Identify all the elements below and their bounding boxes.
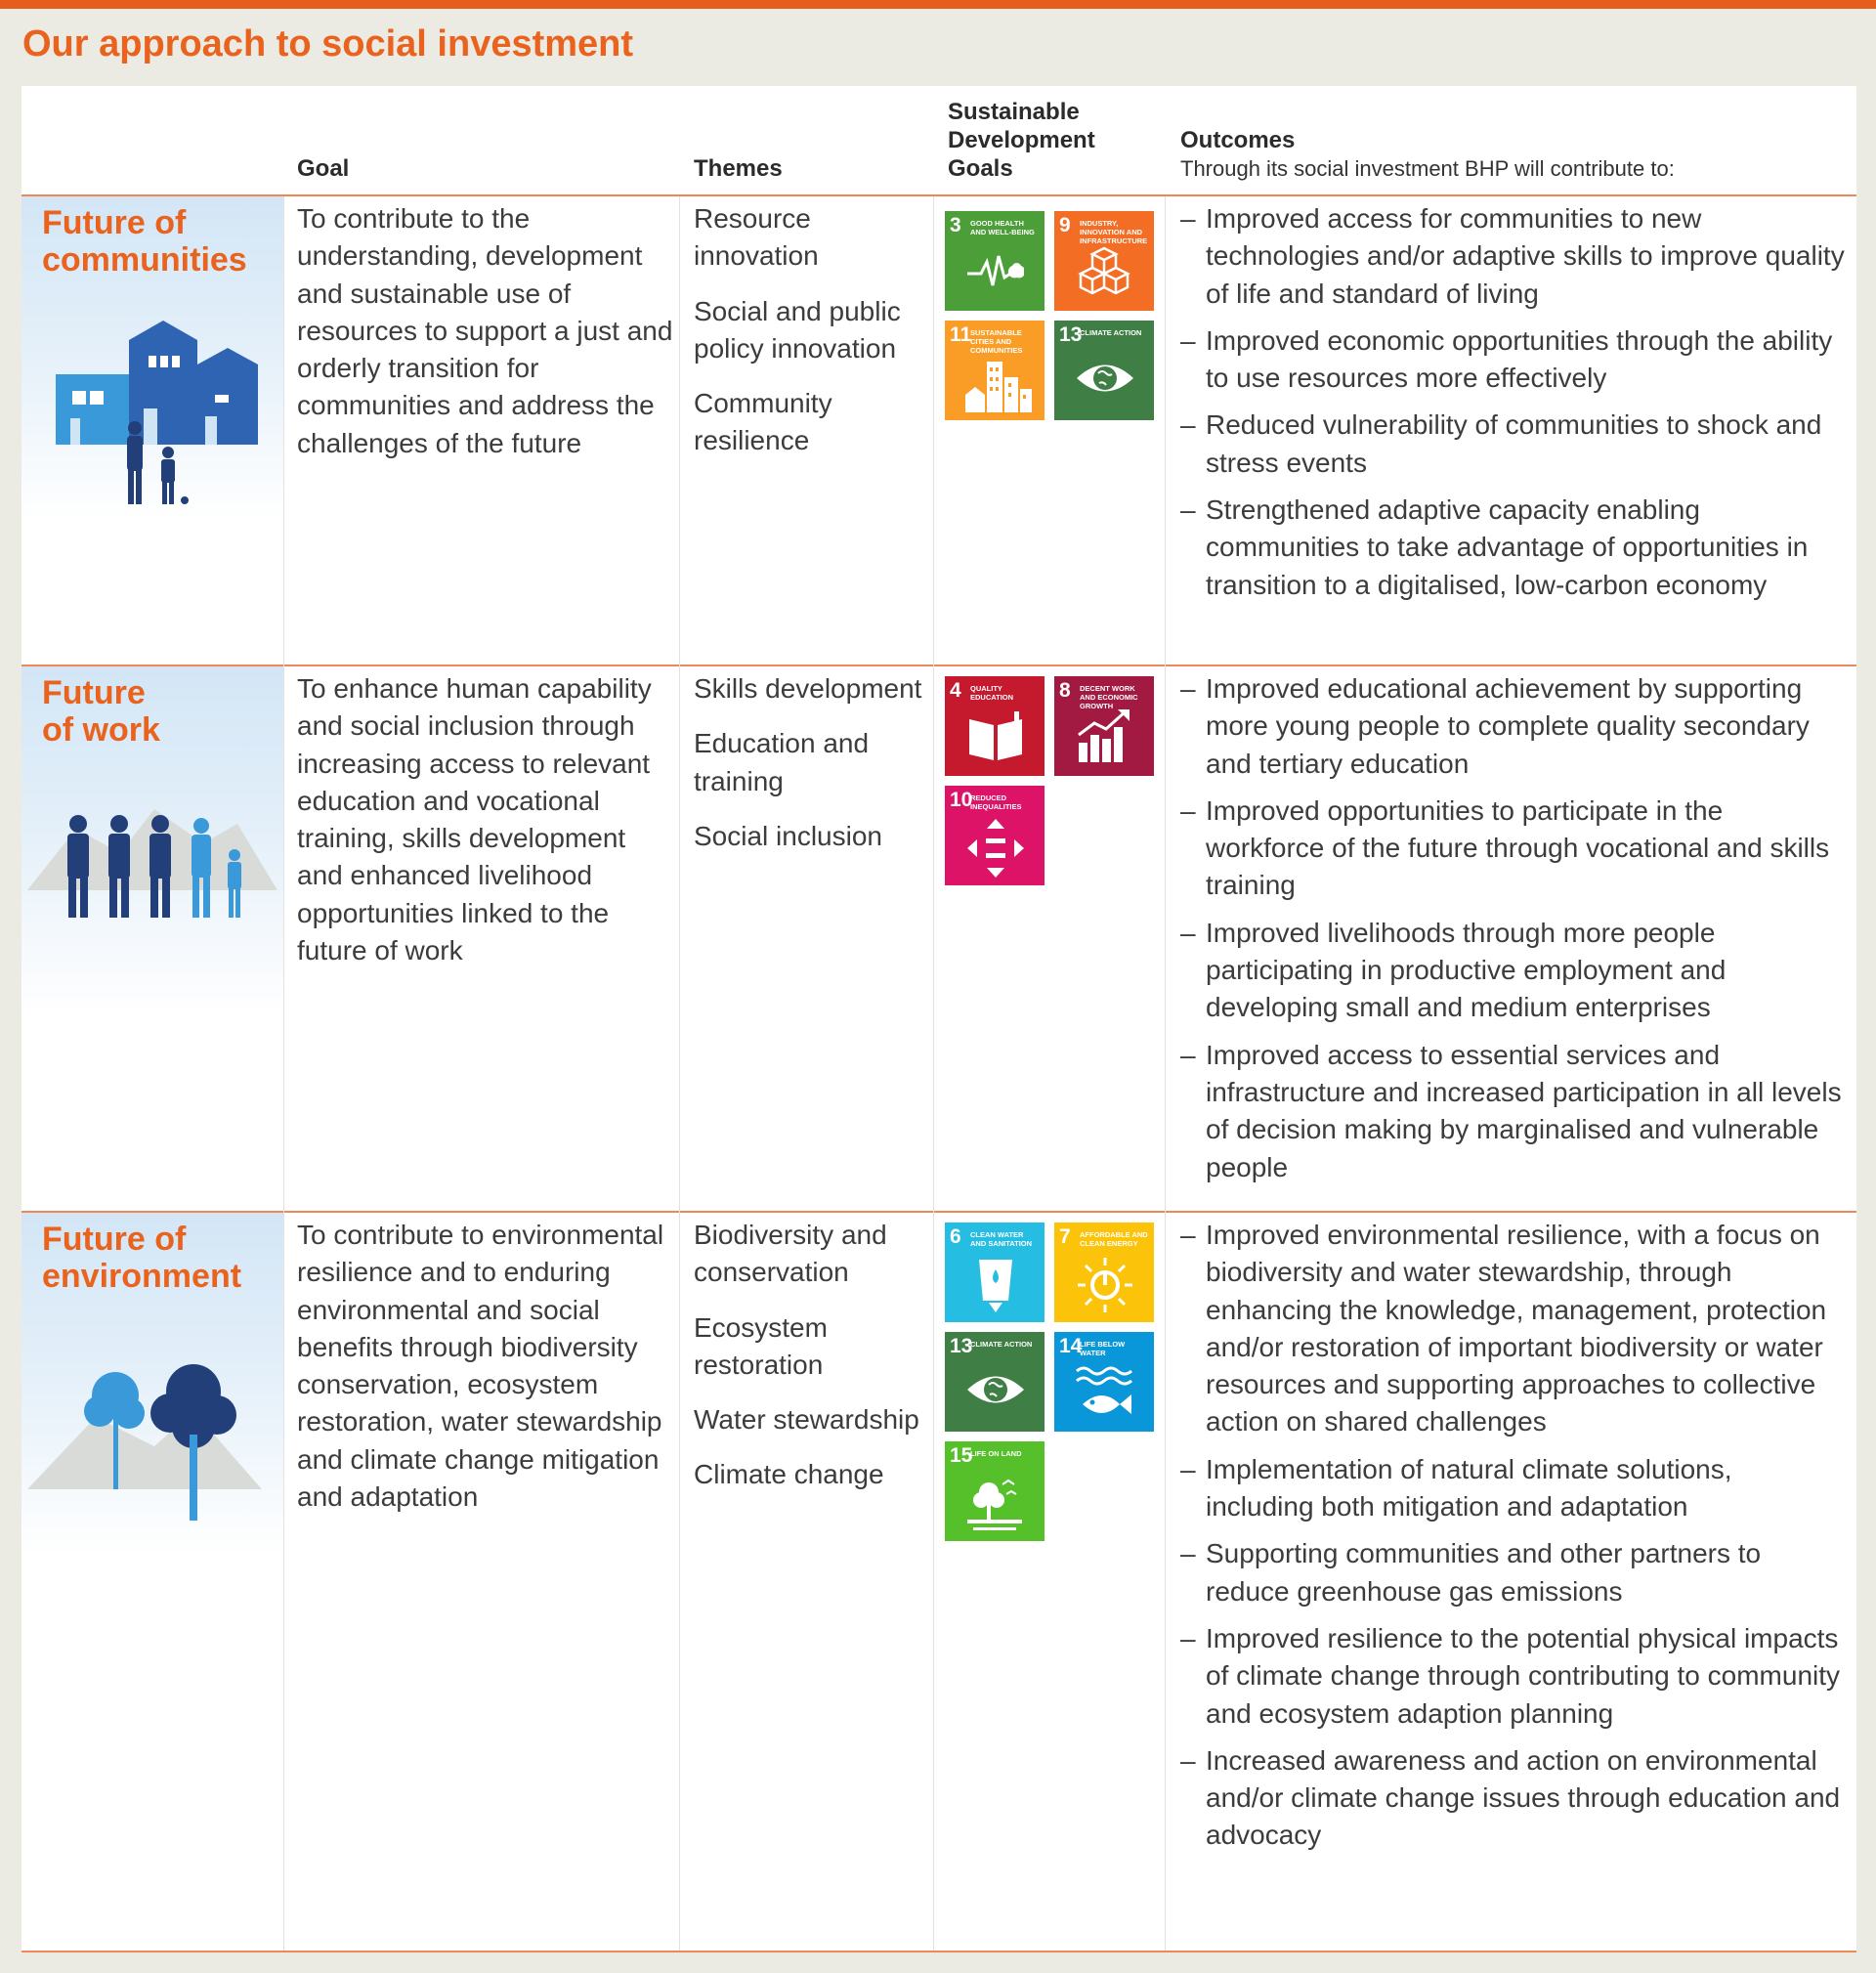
row-divider (21, 665, 1856, 666)
outcome-item: – Reduced vulnerability of communities to shock and stress events (1180, 409, 1822, 478)
sdg-15-tile: 15 LIFE ON LAND (945, 1441, 1045, 1541)
goal-text: To contribute to environmental resilience and to enduring environmental and social benefits through biodiversity conservation, ecosystem restoration, water stewardship and climate change mitigation and adaptation (297, 1220, 664, 1513)
theme-item: Biodiversity and conservation (694, 1220, 887, 1288)
outcome-item: – Supporting communities and other partners to reduce greenhouse gas emissions (1180, 1538, 1762, 1607)
outcome-item: – Implementation of natural climate solutions, including both mitigation and adaptation (1180, 1453, 1732, 1523)
equality-icon (965, 819, 1026, 878)
outcome-item: – Increased awareness and action on environmental and/or climate change issues through education and advocacy (1180, 1744, 1841, 1851)
theme-item: Community resilience (694, 388, 832, 456)
theme-item: Resource innovation (694, 203, 819, 272)
investment-table (21, 86, 1856, 1952)
themes-list (694, 1217, 928, 1512)
eye-globe-icon (1075, 354, 1135, 403)
outcome-item: – Improved livelihoods through more people participating in productive employment and developing small and medium enterprises (1180, 917, 1727, 1023)
workers-group-icon (27, 804, 283, 931)
sdg-9-tile: 9 INDUSTRY, INNOVATION AND INFRASTRUCTURE (1054, 211, 1154, 311)
water-glass-icon (965, 1256, 1026, 1314)
themes-list (694, 670, 928, 873)
sdg-10-tile: 10 REDUCED INEQUALITIES (945, 786, 1045, 885)
theme-item: Water stewardship (694, 1404, 919, 1436)
community-buildings-icon (51, 321, 285, 516)
header-themes: Themes (694, 155, 783, 182)
outcome-item: – Improved opportunities to participate in the workforce of the future through vocational and skills training (1180, 794, 1830, 901)
outcome-item: – Improved economic opportunities through the ability to use resources more effectively (1180, 324, 1833, 394)
top-accent-bar (0, 0, 1876, 9)
category-title-work: Future of work (42, 674, 160, 749)
growth-chart-icon (1075, 709, 1135, 764)
sdg-11-tile: 11 SUSTAINABLE CITIES AND COMMUNITIES (945, 321, 1045, 420)
sdg-14-tile: 14 LIFE BELOW WATER (1054, 1332, 1154, 1432)
cubes-icon (1075, 244, 1133, 303)
header-sdg: Sustainable Development Goals (948, 99, 1095, 182)
heartbeat-icon (965, 244, 1024, 293)
theme-item: Skills development (694, 673, 922, 704)
column-divider (679, 196, 680, 1951)
sdg-6-tile: 6 CLEAN WATER AND SANITATION (945, 1222, 1045, 1322)
eye-globe-icon (965, 1365, 1026, 1414)
outcomes-list (1180, 670, 1845, 1196)
theme-item: Climate change (694, 1459, 884, 1490)
row-divider (21, 1211, 1856, 1213)
theme-item: Social and public policy innovation (694, 295, 901, 364)
tree-icon (965, 1475, 1026, 1533)
column-divider (933, 196, 934, 1951)
city-icon (965, 354, 1034, 412)
outcomes-list (1180, 1217, 1845, 1865)
column-divider (1165, 196, 1166, 1951)
header-outcomes: Outcomes Through its social investment BHP will contribute to: (1180, 127, 1675, 181)
sdg-8-tile: 8 DECENT WORK AND ECONOMIC GROWTH (1054, 676, 1154, 776)
outcome-item: – Improved access to essential services and infrastructure and increased participation in all levels of decision making by marginalised and vulnerable people (1180, 1039, 1842, 1182)
themes-list (694, 200, 928, 478)
header-divider (21, 194, 1856, 196)
header-goal: Goal (297, 155, 350, 182)
theme-item: Ecosystem restoration (694, 1311, 828, 1380)
sdg-4-tile: 4 QUALITY EDUCATION (945, 676, 1045, 776)
table-bottom-rule (21, 1951, 1856, 1952)
outcome-item: – Improved resilience to the potential physical impacts of climate change through contributing to community and ecosystem adaption planning (1180, 1622, 1841, 1729)
outcome-item: – Strengthened adaptive capacity enabling communities to take advantage of opportunities in transition to a digitalised, low-carbon economy (1180, 494, 1809, 600)
fish-icon (1075, 1365, 1135, 1424)
goal-text: To contribute to the understanding, development and sustainable use of resources to support a just and orderly transition for communities and address the challenges of the future (297, 203, 673, 458)
outcome-item: – Improved access for communities to new technologies and/or adaptive skills to improve quality of life and standard of living (1180, 203, 1845, 309)
theme-item: Education and training (694, 728, 870, 796)
sun-power-icon (1075, 1256, 1135, 1314)
goal-text: To enhance human capability and social inclusion through increasing access to relevant education and vocational training, skills development and enhanced livelihood opportunities linked to the future of work (297, 673, 652, 966)
trees-landscape-icon (27, 1356, 283, 1532)
outcomes-list (1180, 200, 1845, 614)
page-title: Our approach to social investment (22, 23, 634, 64)
sdg-13-tile: 13 CLIMATE ACTION (945, 1332, 1045, 1432)
category-title-communities: Future of communities (42, 204, 247, 279)
theme-item: Social inclusion (694, 820, 882, 851)
sdg-3-tile: 3 GOOD HEALTH AND WELL-BEING (945, 211, 1045, 311)
outcome-item: – Improved educational achievement by supporting more young people to complete quality secondary and tertiary education (1180, 673, 1810, 779)
outcome-item: – Improved environmental resilience, with a focus on biodiversity and water stewardship, through enhancing the knowledge, management, protection and/or restoration of important biodiversity or water resources and supporting approaches to collective action on shared challenges (1180, 1220, 1827, 1437)
sdg-7-tile: 7 AFFORDABLE AND CLEAN ENERGY (1054, 1222, 1154, 1322)
sdg-13-tile: 13 CLIMATE ACTION (1054, 321, 1154, 420)
category-title-environment: Future of environment (42, 1221, 242, 1295)
book-icon (965, 709, 1026, 764)
